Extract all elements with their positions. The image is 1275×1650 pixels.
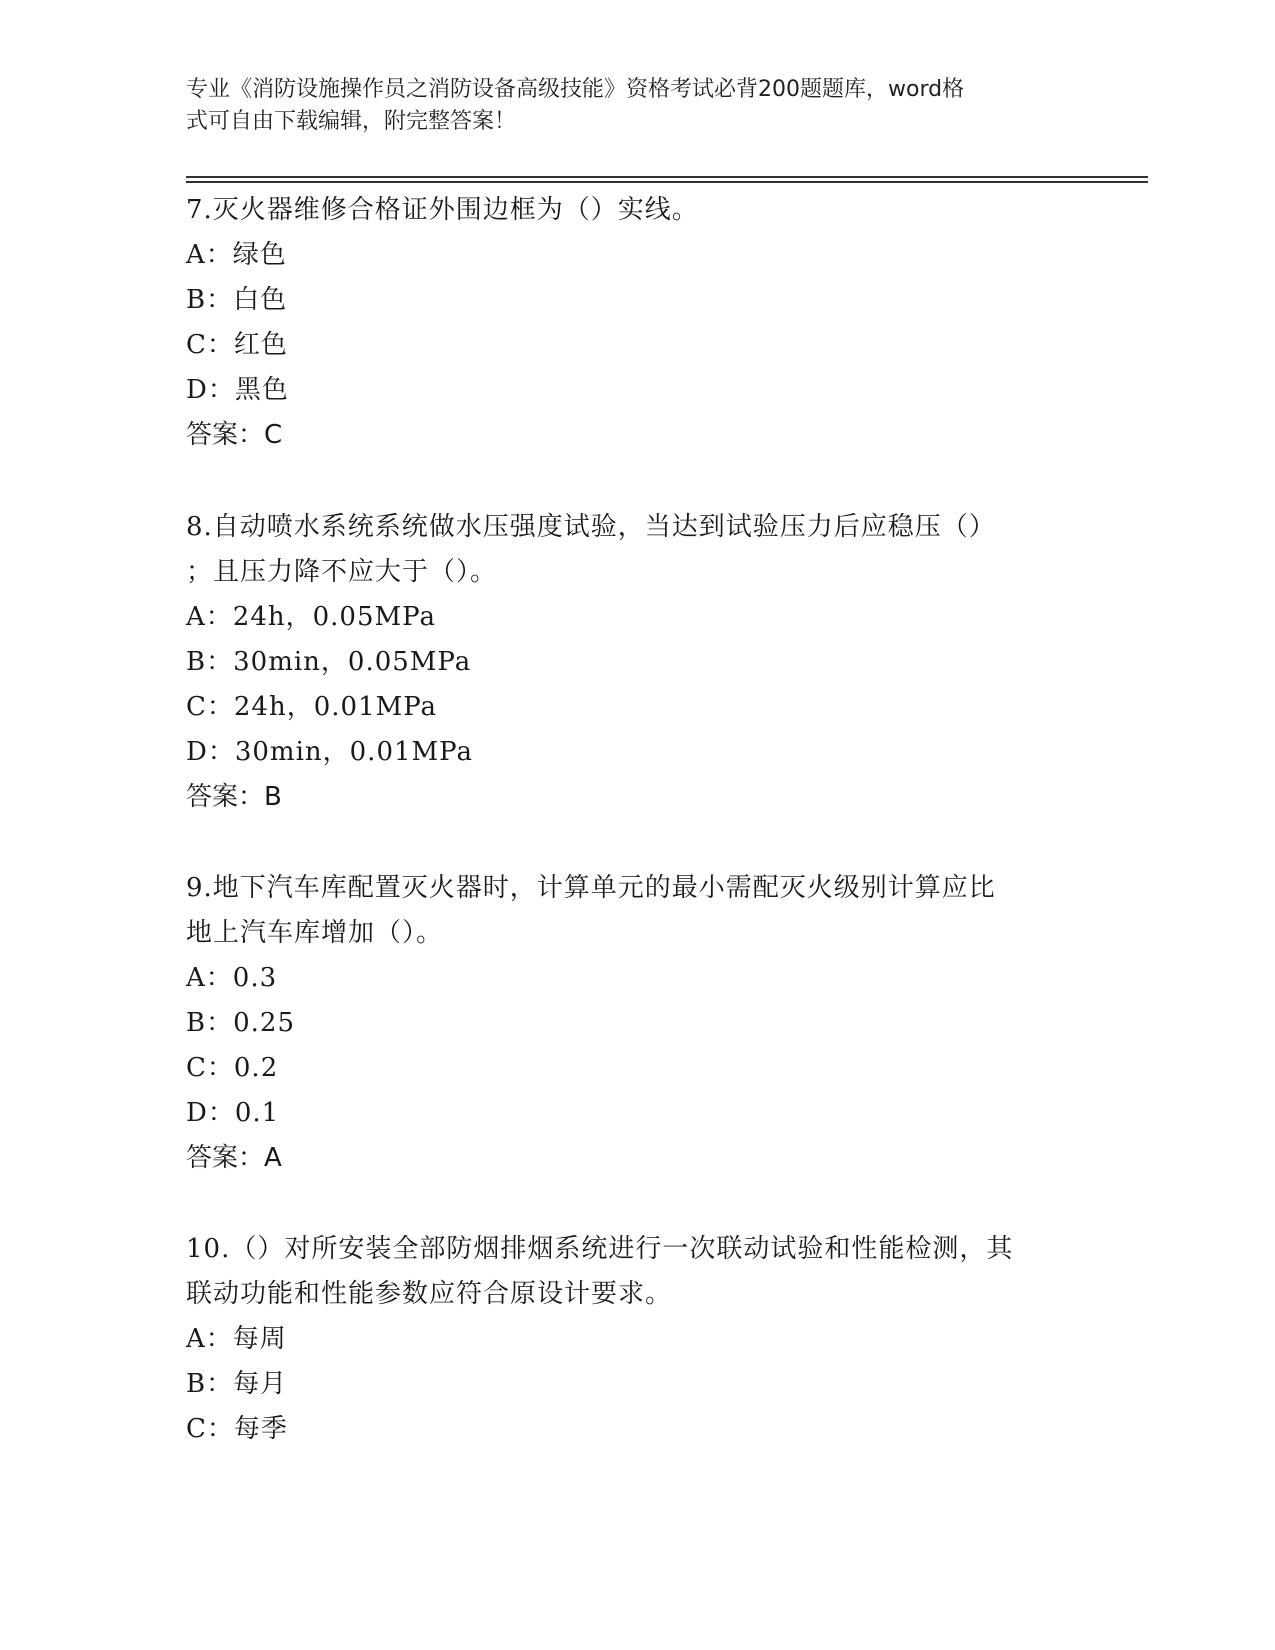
option-b: B：30min，0.05MPa bbox=[186, 647, 472, 677]
header-divider-bottom bbox=[186, 181, 1148, 183]
question-9 bbox=[186, 866, 1066, 1181]
document-header bbox=[186, 74, 1066, 138]
header-line-1: 专业《消防设施操作员之消防设备高级技能》资格考试必背200题题库，word格 bbox=[186, 77, 965, 102]
option-a: A：每周 bbox=[186, 1324, 287, 1354]
question-text-line-1: 9.地下汽车库配置灭火器时，计算单元的最小需配灭火级别计算应比 bbox=[186, 873, 996, 903]
question-text-line-2: ；且压力降不应大于（）。 bbox=[186, 557, 498, 587]
question-text-line-1: 10.（）对所安装全部防烟排烟系统进行一次联动试验和性能检测，其 bbox=[186, 1234, 1014, 1264]
question-text-line-2: 联动功能和性能参数应符合原设计要求。 bbox=[186, 1279, 673, 1309]
question-10 bbox=[186, 1227, 1066, 1452]
question-text: 7.灭火器维修合格证外围边框为（）实线。 bbox=[186, 195, 699, 225]
option-c: C：红色 bbox=[186, 330, 288, 360]
option-a: A：绿色 bbox=[186, 240, 287, 270]
option-c: C：每季 bbox=[186, 1414, 288, 1444]
header-divider-top bbox=[186, 176, 1148, 178]
answer: 答案：C bbox=[186, 420, 283, 450]
option-c: C：24h，0.01MPa bbox=[186, 692, 438, 722]
header-line-2: 式可自由下载编辑，附完整答案！ bbox=[186, 109, 517, 134]
option-d: D：黑色 bbox=[186, 375, 289, 405]
option-c: C：0.2 bbox=[186, 1053, 279, 1083]
option-b: B：0.25 bbox=[186, 1008, 295, 1038]
option-a: A：0.3 bbox=[186, 963, 278, 993]
option-b: B：每月 bbox=[186, 1369, 288, 1399]
option-a: A：24h，0.05MPa bbox=[186, 602, 436, 632]
option-d: D：30min，0.01MPa bbox=[186, 737, 473, 767]
option-d: D：0.1 bbox=[186, 1098, 280, 1128]
question-text-line-2: 地上汽车库增加（）。 bbox=[186, 918, 444, 948]
question-8 bbox=[186, 505, 1066, 820]
question-text-line-1: 8.自动喷水系统系统做水压强度试验，当达到试验压力后应稳压（） bbox=[186, 512, 996, 542]
answer: 答案：A bbox=[186, 1143, 282, 1173]
question-7 bbox=[186, 188, 1066, 458]
option-b: B：白色 bbox=[186, 285, 288, 315]
answer: 答案：B bbox=[186, 782, 282, 812]
